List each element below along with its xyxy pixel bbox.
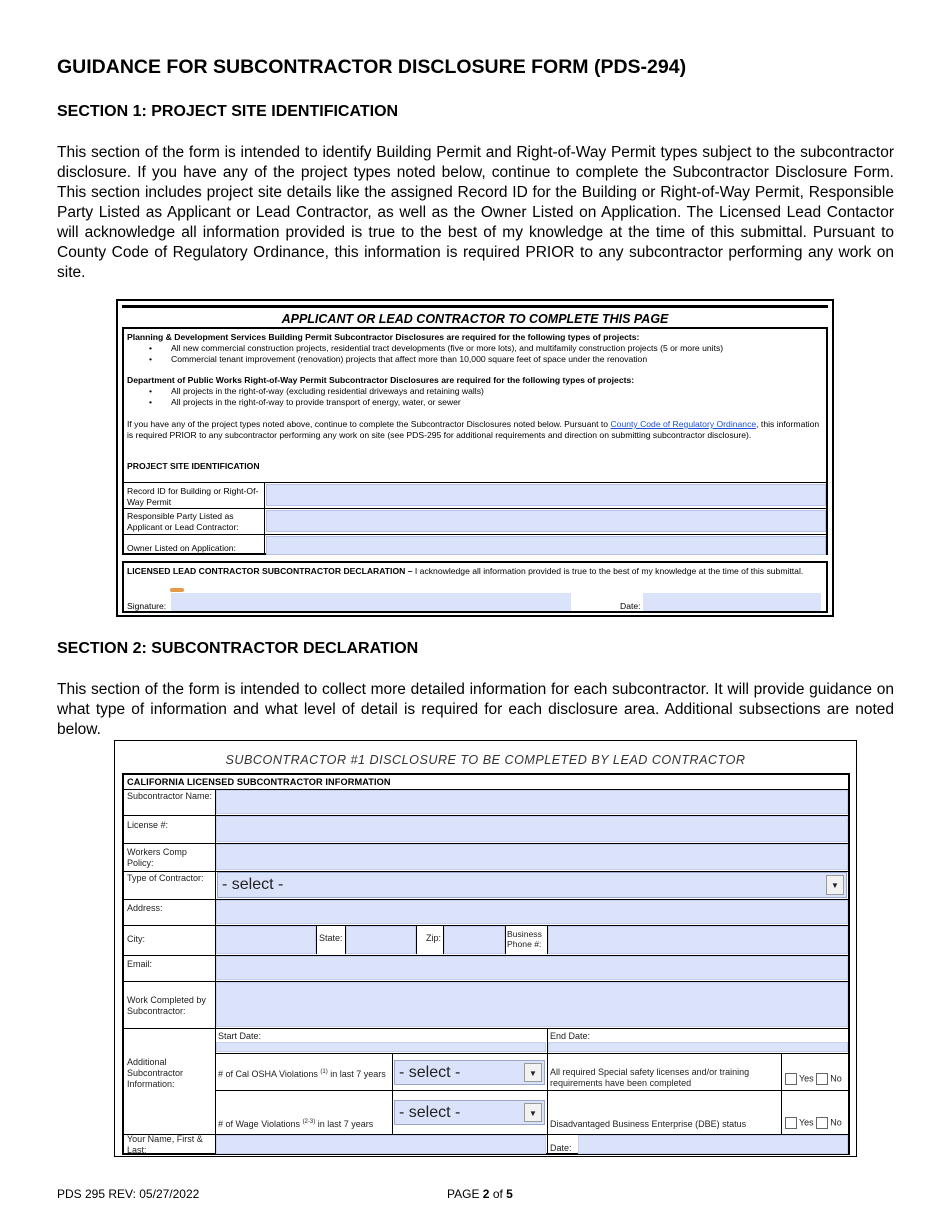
record-id-row <box>124 482 826 483</box>
email-label: Email: <box>127 959 153 969</box>
section1-body: This section of the form is intended to identify Building Permit and Right-of-Way Permit types subject to the subcontractor disclosure. If you have any of the project types noted below, continue to complete the Subcontractor Disclosure Form. This section includes project site details like the assigned Record ID for the Building or Right-of-Way Permit, Responsible Party Listed as Applicant or Lead Contractor, as well as the Owner Listed on Application. The Licensed Lead Contactor will acknowledge all information provided is true to the best of my knowledge at the time of this submittal. Pursuant to County Code of Regulatory Ordinance, this information is required PRIOR to any subcontractor performing any work on site. <box>57 144 894 281</box>
dbe-label: Disadvantaged Business Enterprise (DBE) status <box>550 1119 747 1129</box>
dpw-heading: Department of Public Works Right-of-Way Permit Subcontractor Disclosures are required for the following types of projects: <box>127 375 635 385</box>
form2-header: CALIFORNIA LICENSED SUBCONTRACTOR INFORMATION <box>127 777 391 787</box>
safety-yes-checkbox[interactable] <box>785 1073 797 1085</box>
dpw-bullet-1: • All projects in the right-of-way (excluding residential driveways and retaining walls) <box>149 386 484 396</box>
form1-title: APPLICANT OR LEAD CONTRACTOR TO COMPLETE THIS PAGE <box>281 312 669 326</box>
record-id-label: Record ID for Building or Right-Of-Way Permit <box>127 486 259 507</box>
start-date-label: Start Date: <box>218 1031 262 1041</box>
rule <box>547 1135 548 1155</box>
wage-label: # of Wage Violations $^{(2-3)}$ in last 7 years <box>218 1119 374 1129</box>
owner-field[interactable] <box>266 536 826 555</box>
chevron-down-icon[interactable]: ▼ <box>524 1063 542 1082</box>
ordinance-note: If you have any of the project types noted above, continue to complete the Subcontractor Disclosures noted below. Pursuant to County Code of Regulatory Ordinance, this information is required PRIOR to any subcontractor performing any work on site (see PDS-295 for additional requirements and direction on submitting subcontractor disclosure). <box>127 419 820 440</box>
page-number: PAGE 2 of 5 <box>447 1187 513 1201</box>
license-field[interactable] <box>216 816 848 842</box>
section2-body: This section of the form is intended to collect more detailed information for each subcontractor. It will provide guidance on what type of information and what level of detail is required for each disclosure area. Additional subsections are noted below. <box>57 681 894 738</box>
form1-requirements-box <box>122 327 828 555</box>
osha-label: # of Cal OSHA Violations $^{(1)}$ in last 7 years <box>218 1069 386 1079</box>
declaration-box <box>122 561 828 613</box>
city-label: City: <box>127 934 145 944</box>
address-field[interactable] <box>216 900 848 924</box>
phone-field[interactable] <box>548 926 848 954</box>
rule <box>392 1054 393 1090</box>
revision-label: PDS 295 REV: 05/27/2022 <box>57 1187 200 1201</box>
form-top-rule <box>122 305 828 308</box>
phone-label: Business Phone #: <box>507 929 542 949</box>
rule <box>216 1090 848 1091</box>
chevron-down-icon[interactable]: ▼ <box>524 1103 542 1122</box>
additional-info-label: Additional Subcontractor Information: <box>127 1057 184 1089</box>
type-label: Type of Contractor: <box>127 873 204 883</box>
date-field[interactable] <box>643 593 821 612</box>
rule <box>216 1053 848 1054</box>
chevron-down-icon[interactable]: ▼ <box>826 875 844 895</box>
pds-bullet-1: • All new commercial construction projects, residential tract developments (five or more lots), and multifamily construction projects (5 or more units) <box>149 343 724 353</box>
end-date-label: End Date: <box>550 1031 591 1041</box>
owner-label: Owner Listed on Application: <box>127 543 236 553</box>
dpw-bullet-2: • All projects in the right-of-way to provide transport of energy, water, or sewer <box>149 397 461 407</box>
zip-label: Zip: <box>426 933 442 943</box>
sign-date-field[interactable] <box>578 1135 848 1154</box>
responsible-row <box>124 508 826 509</box>
safety-yes-no: Yes No <box>785 1073 842 1085</box>
section1-heading: SECTION 1: PROJECT SITE IDENTIFICATION <box>57 103 399 120</box>
safety-no-checkbox[interactable] <box>816 1073 828 1085</box>
sign-date-label: Date: <box>550 1143 572 1153</box>
psi-divider <box>264 482 265 555</box>
dbe-yes-no: Yes No <box>785 1117 842 1129</box>
rule <box>392 1091 393 1134</box>
page-title: GUIDANCE FOR SUBCONTRACTOR DISCLOSURE FORM (PDS-294) <box>57 56 687 78</box>
safety-label: All required Special safety licenses and/or training requirements have been completed <box>550 1067 750 1088</box>
dbe-yes-checkbox[interactable] <box>785 1117 797 1129</box>
ordinance-link[interactable]: County Code of Regulatory Ordinance <box>610 419 757 429</box>
address-label: Address: <box>127 903 163 913</box>
name-field[interactable] <box>216 790 848 814</box>
signature-label: Signature: <box>127 601 167 611</box>
your-name-field[interactable] <box>216 1135 546 1154</box>
pds-bullet-2: • Commercial tenant improvement (renovation) projects that affect more than 10,000 square feet of space under the renovation <box>149 354 648 364</box>
state-label: State: <box>319 933 343 943</box>
dbe-no-checkbox[interactable] <box>816 1117 828 1129</box>
responsible-label: Responsible Party Listed as Applicant or Lead Contractor: <box>127 511 239 532</box>
owner-row <box>124 534 826 535</box>
responsible-field[interactable] <box>266 510 826 532</box>
work-label: Work Completed by Subcontractor: <box>127 995 206 1016</box>
email-field[interactable] <box>216 956 848 980</box>
name-label: Subcontractor Name: <box>127 791 213 801</box>
type-select[interactable]: - select - ▼ <box>217 872 847 898</box>
workers-comp-label: Workers Comp Policy: <box>127 847 187 868</box>
license-label: License #: <box>127 820 169 830</box>
signature-marker-icon <box>170 588 184 592</box>
state-field[interactable] <box>346 926 416 954</box>
record-id-field[interactable] <box>266 484 826 506</box>
start-date-field[interactable] <box>216 1042 546 1052</box>
signature-field[interactable] <box>171 593 571 612</box>
zip-field[interactable] <box>444 926 505 954</box>
form2-body <box>122 773 850 1155</box>
pds-heading: Planning & Development Services Building Permit Subcontractor Disclosures are required for the following types of projects: <box>127 332 640 342</box>
rule <box>316 926 317 954</box>
city-field[interactable] <box>216 926 316 954</box>
rule <box>416 926 417 954</box>
subcontractor-form-image <box>114 740 857 1157</box>
rule <box>547 1054 548 1134</box>
osha-select[interactable]: - select - ▼ <box>394 1060 545 1085</box>
wage-select[interactable]: - select - ▼ <box>394 1100 545 1125</box>
end-date-field[interactable] <box>548 1042 848 1052</box>
section2-heading: SECTION 2: SUBCONTRACTOR DECLARATION <box>57 640 419 657</box>
your-name-label: Your Name, First & Last: <box>127 1134 203 1155</box>
rule <box>124 1028 848 1029</box>
applicant-form-image <box>116 299 834 617</box>
declaration-text: LICENSED LEAD CONTRACTOR SUBCONTRACTOR DECLARATION – I acknowledge all information provided is true to the best of my knowledge at the time of this submittal. <box>127 566 804 576</box>
work-field[interactable] <box>216 982 848 1027</box>
workers-comp-field[interactable] <box>216 844 848 870</box>
rule <box>505 926 506 954</box>
date-label: Date: <box>620 601 641 611</box>
psi-heading: PROJECT SITE IDENTIFICATION <box>127 461 260 471</box>
form2-title: SUBCONTRACTOR #1 DISCLOSURE TO BE COMPLETED BY LEAD CONTRACTOR <box>225 753 746 767</box>
rule <box>781 1054 782 1134</box>
